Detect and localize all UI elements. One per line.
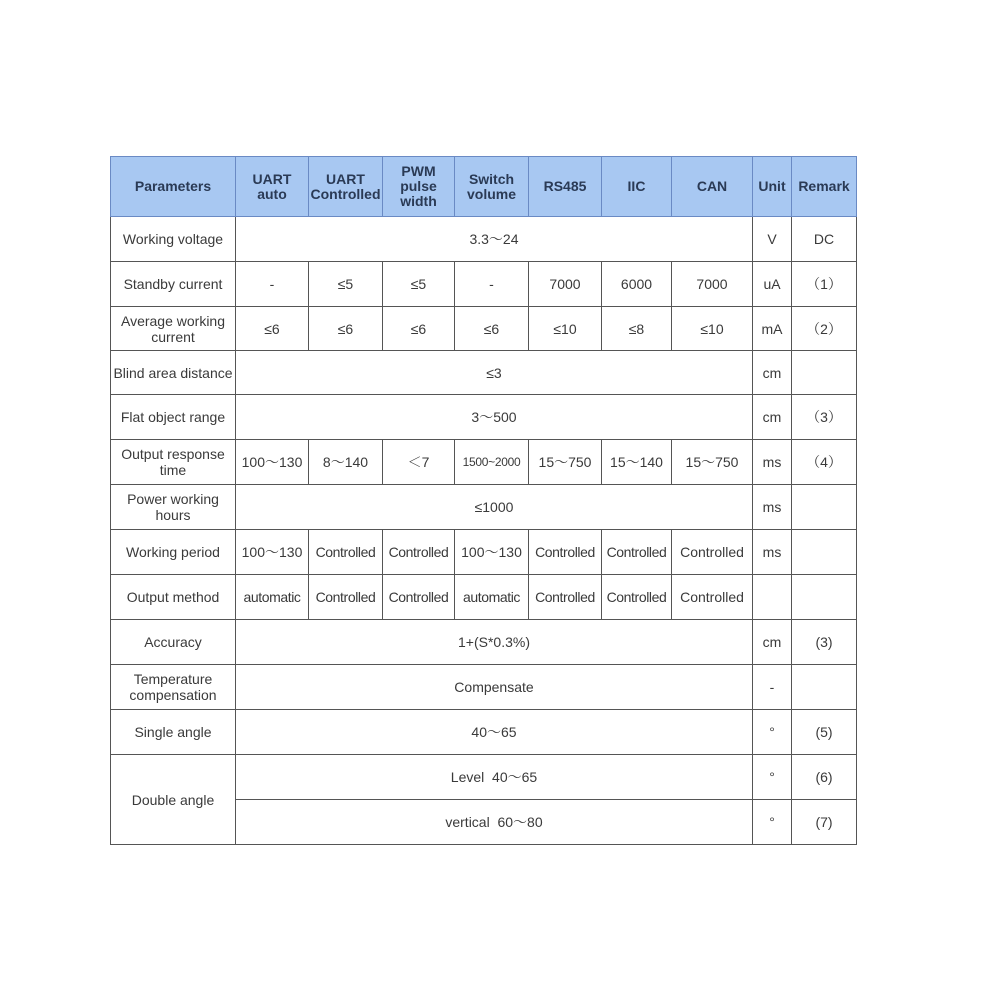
cell-value: 6000 [602, 262, 672, 307]
table-row [111, 530, 857, 575]
header-unit: Unit [753, 157, 792, 217]
param-flat-object-range: Flat object range [111, 395, 236, 440]
cell-value: ≤6 [236, 307, 309, 351]
remark-flat-object-range: （3） [792, 395, 857, 440]
remark-working-voltage: DC [792, 217, 857, 262]
value-working-voltage: 3.3～24 [236, 217, 753, 262]
cell-value: 100～130 [236, 440, 309, 485]
remark-double-angle-level: (6) [792, 755, 857, 800]
value-double-angle-vertical: vertical 60～80 [236, 800, 753, 845]
remark-output-response-time: （4） [792, 440, 857, 485]
unit-output-response-time: ms [753, 440, 792, 485]
specification-table [110, 156, 857, 845]
remark-accuracy: (3) [792, 620, 857, 665]
cell-value: 100～130 [236, 530, 309, 575]
cell-value: Controlled [529, 575, 602, 620]
unit-output-method [753, 575, 792, 620]
cell-value: 8～140 [309, 440, 383, 485]
cell-value: ≤5 [383, 262, 455, 307]
header-switch-volume: Switch volume [455, 157, 529, 217]
value-double-angle-level: Level 40～65 [236, 755, 753, 800]
value-temperature-compensation: Compensate [236, 665, 753, 710]
param-output-method: Output method [111, 575, 236, 620]
table-row [111, 440, 857, 485]
table-row [111, 351, 857, 395]
param-double-angle: Double angle [111, 755, 236, 845]
unit-temperature-compensation: - [753, 665, 792, 710]
cell-value: ≤6 [455, 307, 529, 351]
param-average-working-current: Average working current [111, 307, 236, 351]
table-row [111, 665, 857, 710]
remark-standby-current: （1） [792, 262, 857, 307]
cell-value: 15～140 [602, 440, 672, 485]
cell-value: Controlled [529, 530, 602, 575]
cell-value: - [455, 262, 529, 307]
table-row [111, 395, 857, 440]
param-working-period: Working period [111, 530, 236, 575]
unit-working-period: ms [753, 530, 792, 575]
param-single-angle: Single angle [111, 710, 236, 755]
header-pwm-pulse-width: PWM pulse width [383, 157, 455, 217]
unit-flat-object-range: cm [753, 395, 792, 440]
param-blind-area-distance: Blind area distance [111, 351, 236, 395]
remark-temperature-compensation [792, 665, 857, 710]
table-row [111, 307, 857, 351]
cell-value: 15～750 [529, 440, 602, 485]
unit-double-angle-level: ° [753, 755, 792, 800]
cell-value: ≤10 [672, 307, 753, 351]
cell-value: ≤10 [529, 307, 602, 351]
cell-value: Controlled [602, 530, 672, 575]
cell-value: Controlled [309, 530, 383, 575]
cell-value: Controlled [602, 575, 672, 620]
table-header-row [111, 157, 857, 217]
remark-working-period [792, 530, 857, 575]
cell-value: ≤5 [309, 262, 383, 307]
value-accuracy: 1+(S*0.3%) [236, 620, 753, 665]
cell-value: ≤6 [309, 307, 383, 351]
header-uart-controlled: UART Controlled [309, 157, 383, 217]
header-parameters: Parameters [111, 157, 236, 217]
param-accuracy: Accuracy [111, 620, 236, 665]
remark-blind-area-distance [792, 351, 857, 395]
cell-value: automatic [236, 575, 309, 620]
cell-value: ≤6 [383, 307, 455, 351]
remark-double-angle-vertical: (7) [792, 800, 857, 845]
cell-value: Controlled [383, 530, 455, 575]
cell-value: 15～750 [672, 440, 753, 485]
table-row [111, 262, 857, 307]
remark-single-angle: (5) [792, 710, 857, 755]
param-output-response-time: Output response time [111, 440, 236, 485]
remark-output-method [792, 575, 857, 620]
value-power-working-hours: ≤1000 [236, 485, 753, 530]
table-row [111, 620, 857, 665]
param-standby-current: Standby current [111, 262, 236, 307]
table-row [111, 485, 857, 530]
cell-value: ≤8 [602, 307, 672, 351]
unit-double-angle-vertical: ° [753, 800, 792, 845]
cell-value: 100～130 [455, 530, 529, 575]
header-remark: Remark [792, 157, 857, 217]
cell-value: automatic [455, 575, 529, 620]
param-temperature-compensation: Temperature compensation [111, 665, 236, 710]
cell-value: Controlled [309, 575, 383, 620]
table-row [111, 710, 857, 755]
table-row [111, 575, 857, 620]
cell-value: 7000 [529, 262, 602, 307]
unit-blind-area-distance: cm [753, 351, 792, 395]
unit-accuracy: cm [753, 620, 792, 665]
cell-value: Controlled [672, 575, 753, 620]
table-row [111, 217, 857, 262]
remark-average-working-current: （2） [792, 307, 857, 351]
header-uart-auto: UART auto [236, 157, 309, 217]
table-row [111, 755, 857, 800]
param-power-working-hours: Power working hours [111, 485, 236, 530]
header-iic: IIC [602, 157, 672, 217]
unit-single-angle: ° [753, 710, 792, 755]
cell-value: - [236, 262, 309, 307]
value-blind-area-distance: ≤3 [236, 351, 753, 395]
unit-working-voltage: V [753, 217, 792, 262]
cell-value: Controlled [383, 575, 455, 620]
cell-value: 7000 [672, 262, 753, 307]
unit-power-working-hours: ms [753, 485, 792, 530]
header-can: CAN [672, 157, 753, 217]
header-rs485: RS485 [529, 157, 602, 217]
remark-power-working-hours [792, 485, 857, 530]
value-single-angle: 40～65 [236, 710, 753, 755]
unit-average-working-current: mA [753, 307, 792, 351]
cell-value: ＜7 [383, 440, 455, 485]
cell-value: 1500~2000 [455, 440, 529, 485]
unit-standby-current: uA [753, 262, 792, 307]
value-flat-object-range: 3～500 [236, 395, 753, 440]
param-working-voltage: Working voltage [111, 217, 236, 262]
cell-value: Controlled [672, 530, 753, 575]
